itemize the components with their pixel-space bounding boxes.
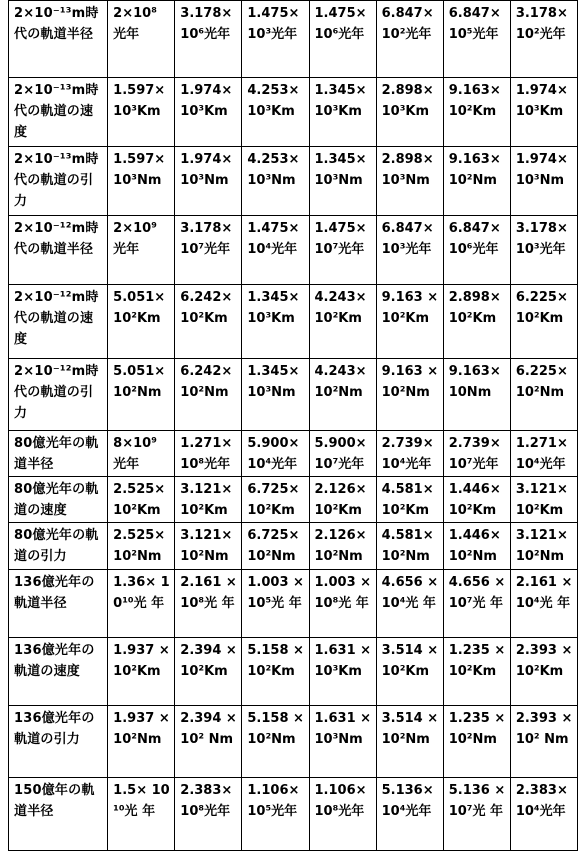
table-cell: 3.178× 10⁷光年	[175, 216, 242, 285]
table-cell: 3.178× 10²光年	[510, 1, 577, 78]
table-cell: 2.161 ×10⁴光 年	[510, 569, 577, 637]
table-cell: 1.475× 10⁶光年	[309, 1, 376, 78]
table-row	[9, 705, 578, 777]
table-cell: 2.898× 10²Km	[443, 285, 510, 359]
table-cell: 2.739× 10⁴光年	[376, 430, 443, 476]
table-cell: 1.106× 10⁵光年	[242, 777, 309, 850]
table-row	[9, 1, 578, 78]
row-header: 2×10⁻¹²m時代の軌道の速度	[9, 285, 108, 359]
table-row	[9, 430, 578, 476]
table-cell: 1.475× 10⁷光年	[309, 216, 376, 285]
table-cell: 4.581× 10²Nm	[376, 523, 443, 569]
table-row	[9, 147, 578, 216]
table-row	[9, 216, 578, 285]
table-cell: 1.974× 10³Km	[510, 78, 577, 147]
table-row	[9, 476, 578, 522]
table-cell: 2.525× 10²Km	[108, 476, 175, 522]
row-header: 2×10⁻¹²m時代の軌道の引力	[9, 359, 108, 430]
table-cell: 5.900× 10⁷光年	[309, 430, 376, 476]
table-row	[9, 285, 578, 359]
table-cell: 1.937 ×10²Nm	[108, 705, 175, 777]
table-cell: 1.36× 10¹⁰光 年	[108, 569, 175, 637]
table-cell: 5.158 ×10²Km	[242, 637, 309, 705]
table-cell: 1.974× 10³Nm	[175, 147, 242, 216]
table-cell: 9.163 × 10²Km	[376, 285, 443, 359]
table-cell: 2.898× 10³Km	[376, 78, 443, 147]
table-cell: 1.597× 10³Km	[108, 78, 175, 147]
table-cell: 1.003 ×10⁸光 年	[309, 569, 376, 637]
table-cell: 2×10⁹ 光年	[108, 216, 175, 285]
table-cell: 6.242× 10²Nm	[175, 359, 242, 430]
table-cell: 3.121× 10²Km	[510, 476, 577, 522]
table-cell: 1.271× 10⁴光年	[510, 430, 577, 476]
row-header: 80億光年の軌道半径	[9, 430, 108, 476]
row-header: 136億光年の軌道の引力	[9, 705, 108, 777]
table-row	[9, 78, 578, 147]
row-header: 2×10⁻¹²m時代の軌道半径	[9, 216, 108, 285]
table-cell: 3.178× 10⁶光年	[175, 1, 242, 78]
table-cell: 6.725× 10²Km	[242, 476, 309, 522]
table-cell: 1.446× 10²Nm	[443, 523, 510, 569]
row-header: 136億光年の軌道の速度	[9, 637, 108, 705]
table-row	[9, 523, 578, 569]
table-cell: 2.525× 10²Nm	[108, 523, 175, 569]
table-cell: 5.900× 10⁴光年	[242, 430, 309, 476]
table-row	[9, 569, 578, 637]
table-cell: 9.163× 10Nm	[443, 359, 510, 430]
table-cell: 4.253× 10³Nm	[242, 147, 309, 216]
table-body	[9, 1, 578, 851]
table-cell: 2.126× 10²Nm	[309, 523, 376, 569]
table-cell: 1.5× 10¹⁰光 年	[108, 777, 175, 850]
table-cell: 3.514 ×10²Nm	[376, 705, 443, 777]
table-cell: 1.631 ×10³Km	[309, 637, 376, 705]
table-cell: 6.225× 10²Km	[510, 285, 577, 359]
table-cell: 5.158 ×10²Nm	[242, 705, 309, 777]
table-cell: 6.847× 10²光年	[376, 1, 443, 78]
row-header: 150億年の軌道半径	[9, 777, 108, 850]
table-cell: 2.393 ×10² Nm	[510, 705, 577, 777]
table-cell: 1.003 ×10⁵光 年	[242, 569, 309, 637]
table-cell: 1.475× 10⁴光年	[242, 216, 309, 285]
table-cell: 5.051× 10²Km	[108, 285, 175, 359]
table-cell: 2.126× 10²Km	[309, 476, 376, 522]
row-header: 80億光年の軌道の引力	[9, 523, 108, 569]
table-cell: 1.937 ×10²Km	[108, 637, 175, 705]
table-cell: 6.847× 10³光年	[376, 216, 443, 285]
data-table	[8, 0, 578, 851]
table-cell: 1.974× 10³Km	[175, 78, 242, 147]
table-cell: 1.446× 10²Km	[443, 476, 510, 522]
table-cell: 1.106× 10⁸光年	[309, 777, 376, 850]
table-cell: 8×10⁹ 光年	[108, 430, 175, 476]
row-header: 136億光年の軌道半径	[9, 569, 108, 637]
table-cell: 2.394 ×10²Km	[175, 637, 242, 705]
table-cell: 4.253× 10³Km	[242, 78, 309, 147]
table-cell: 6.847× 10⁵光年	[443, 1, 510, 78]
table-cell: 2.739× 10⁷光年	[443, 430, 510, 476]
table-cell: 2.898× 10³Nm	[376, 147, 443, 216]
table-cell: 3.121× 10²Nm	[175, 523, 242, 569]
table-cell: 6.725× 10²Nm	[242, 523, 309, 569]
table-cell: 3.121× 10²Km	[175, 476, 242, 522]
table-cell: 4.656 ×10⁷光 年	[443, 569, 510, 637]
table-cell: 9.163 × 10²Nm	[376, 359, 443, 430]
row-header: 2×10⁻¹³m時代の軌道の引力	[9, 147, 108, 216]
table-cell: 1.475× 10³光年	[242, 1, 309, 78]
table-cell: 6.242× 10²Km	[175, 285, 242, 359]
table-cell: 5.136 ×10⁷光 年	[443, 777, 510, 850]
table-cell: 2.394 ×10² Nm	[175, 705, 242, 777]
table-cell: 1.974× 10³Nm	[510, 147, 577, 216]
table-cell: 2×10⁸ 光年	[108, 1, 175, 78]
table-cell: 4.243× 10²Km	[309, 285, 376, 359]
table-cell: 1.345× 10³Nm	[309, 147, 376, 216]
table-cell: 9.163× 10²Km	[443, 78, 510, 147]
table-cell: 9.163× 10²Nm	[443, 147, 510, 216]
table-cell: 5.051× 10²Nm	[108, 359, 175, 430]
table-cell: 3.178× 10³光年	[510, 216, 577, 285]
table-cell: 4.243× 10²Nm	[309, 359, 376, 430]
table-cell: 1.345× 10³Km	[242, 285, 309, 359]
table-cell: 1.271× 10⁸光年	[175, 430, 242, 476]
table-cell: 5.136× 10⁴光年	[376, 777, 443, 850]
table-cell: 1.345× 10³Km	[309, 78, 376, 147]
row-header: 2×10⁻¹³m時代の軌道半径	[9, 1, 108, 78]
table-cell: 4.656 ×10⁴光 年	[376, 569, 443, 637]
table-row	[9, 637, 578, 705]
table-cell: 2.393 ×10²Km	[510, 637, 577, 705]
table-cell: 2.383× 10⁸光年	[175, 777, 242, 850]
row-header: 80億光年の軌道の速度	[9, 476, 108, 522]
table-cell: 2.383× 10⁴光年	[510, 777, 577, 850]
row-header: 2×10⁻¹³m時代の軌道の速度	[9, 78, 108, 147]
table-cell: 6.225× 10²Nm	[510, 359, 577, 430]
table-cell: 1.235 ×10²Km	[443, 637, 510, 705]
table-cell: 3.121× 10²Nm	[510, 523, 577, 569]
table-cell: 6.847× 10⁶光年	[443, 216, 510, 285]
table-cell: 3.514 ×10²Km	[376, 637, 443, 705]
table-cell: 1.631 ×10³Nm	[309, 705, 376, 777]
table-cell: 1.235 ×10²Nm	[443, 705, 510, 777]
table-row	[9, 359, 578, 430]
table-cell: 4.581× 10²Km	[376, 476, 443, 522]
table-cell: 1.597× 10³Nm	[108, 147, 175, 216]
table-row	[9, 777, 578, 850]
table-cell: 1.345× 10³Nm	[242, 359, 309, 430]
table-cell: 2.161 ×10⁸光 年	[175, 569, 242, 637]
